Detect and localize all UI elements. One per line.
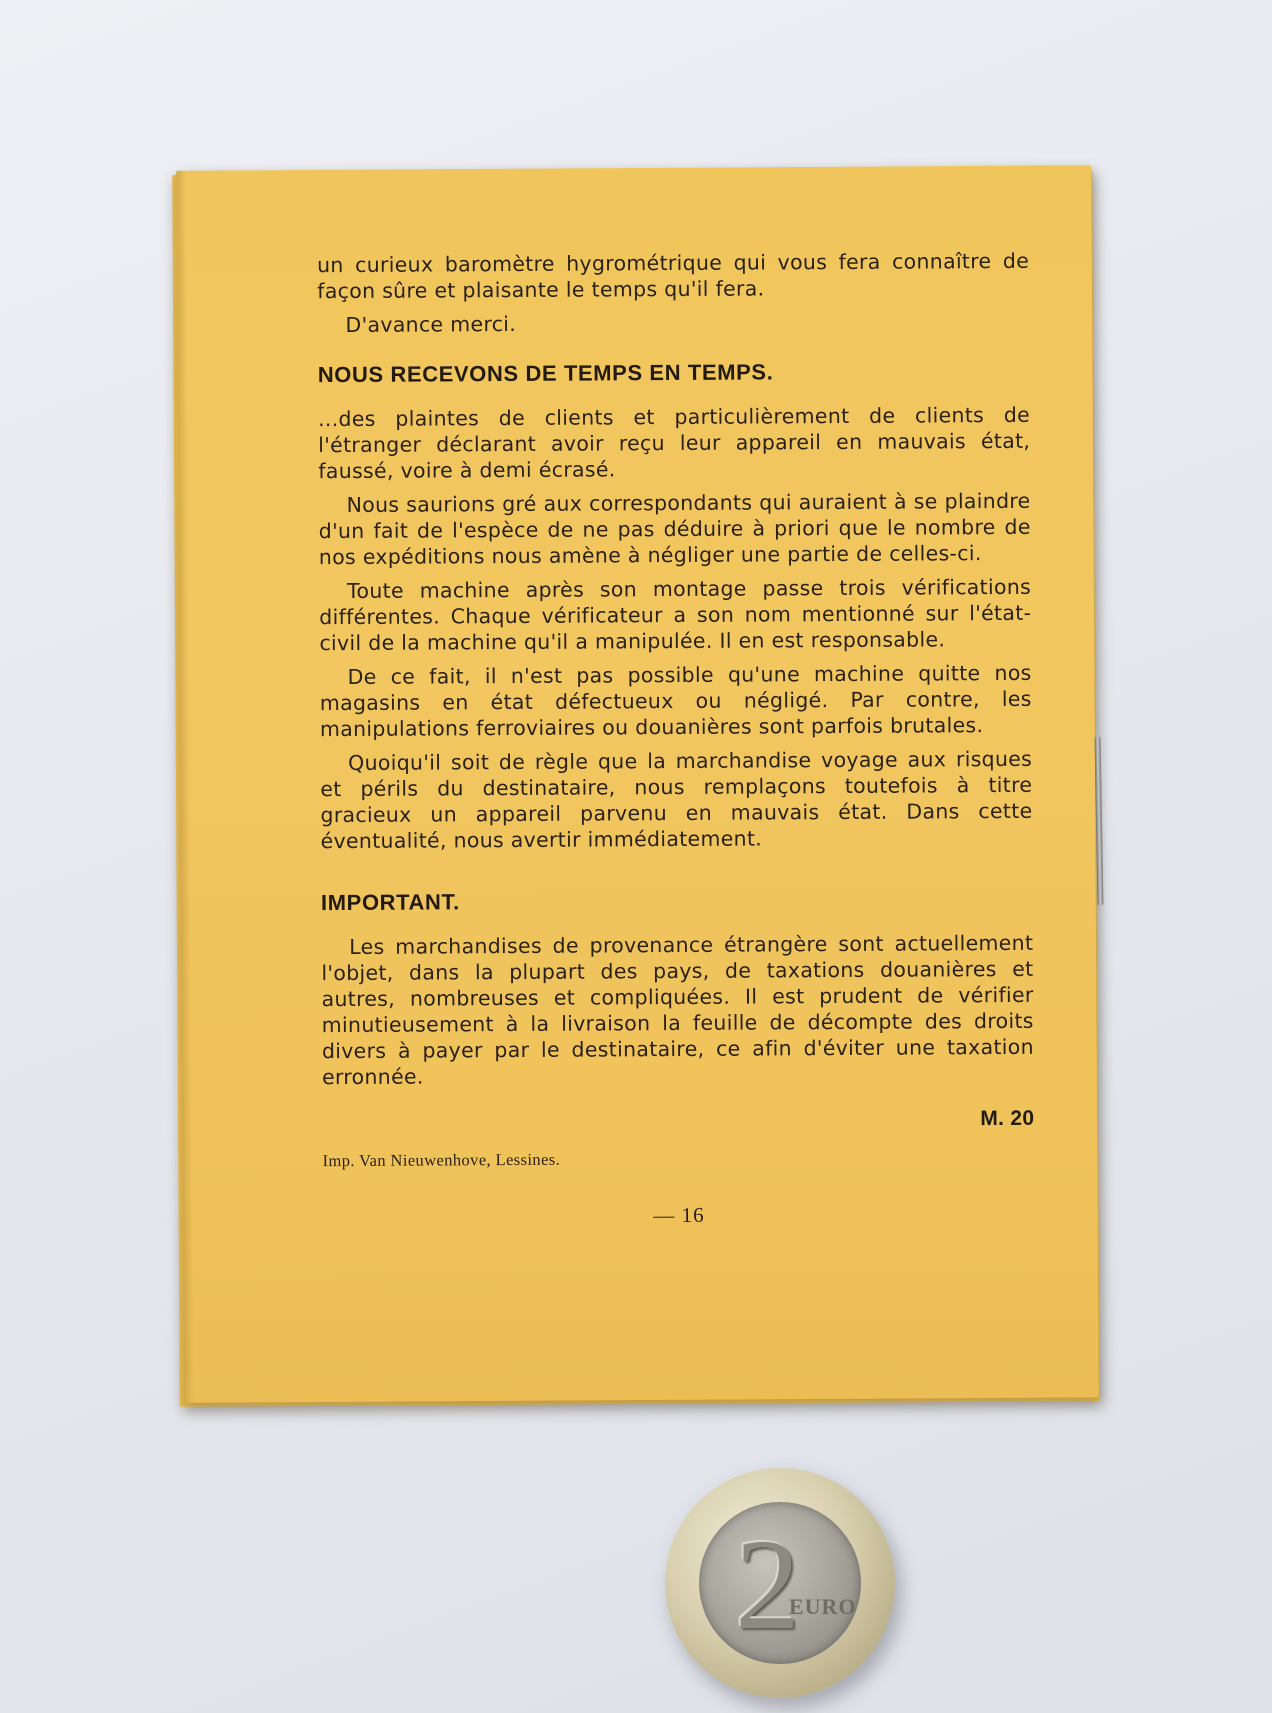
- coin-currency: EURO: [789, 1594, 857, 1619]
- page-number: — 16: [653, 1202, 705, 1228]
- paragraph-customs: Les marchandises de provenance étrangère sont actuellement l'objet, dans la plupart des pays, de taxations douanières et autres, nombreuses et compliquées. Il est prudent de vérifier minutieusement à la livraison la feuille de décompte des droits divers à payer par le destinataire, ce afin d'éviter une taxation erronnée.: [321, 930, 1034, 1090]
- two-euro-coin: [665, 1468, 895, 1698]
- paragraph-defective: De ce fait, il n'est pas possible qu'une machine quitte nos magasins en état défectueux ou négligé. Par contre, les manipulations ferroviaires ou douanières sont parfois brutales.: [319, 660, 1032, 742]
- page-text: [317, 248, 1035, 1230]
- paragraph-complaints: ...des plaintes de clients et particulièrement de clients de l'étranger déclarant avoir reçu leur appareil en mauvais état, faussé, voire à demi écrasé.: [317, 402, 1031, 484]
- heading-receiving: NOUS RECEVONS DE TEMPS EN TEMPS.: [317, 359, 774, 388]
- paragraph-correspondents: Nous saurions gré aux correspondants qui auraient à se plaindre d'un fait de l'espèce de ne pas déduire à priori que le nombre de nos expéditions nous amène à négliger une partie de celles-ci.: [318, 488, 1031, 570]
- thanks-line: D'avance merci.: [345, 311, 517, 338]
- coin-denomination: 2: [735, 1513, 800, 1657]
- reference-code: M. 20: [980, 1106, 1035, 1131]
- printer-imprint: Imp. Van Nieuwenhove, Lessines.: [322, 1149, 561, 1171]
- intro-line: un curieux baromètre hygrométrique qui vous fera connaître de façon sûre et plaisante le temps qu'il fera.: [317, 248, 1030, 304]
- heading-important: IMPORTANT.: [320, 889, 460, 916]
- coin-center: [699, 1502, 861, 1664]
- paragraph-verifications: Toute machine après son montage passe trois vérifications différentes. Chaque vérificateur a son nom mentionné sur l'état-civil de la machine qu'il a manipulée. Il en est responsable.: [319, 574, 1032, 656]
- paragraph-replacement: Quoiqu'il soit de règle que la marchandise voyage aux risques et périls du destinataire, nous remplaçons toutefois à titre gracieux un appareil parvenu en mauvais état. Dans cette éventualité, nous avertir immédiatement.: [320, 746, 1033, 854]
